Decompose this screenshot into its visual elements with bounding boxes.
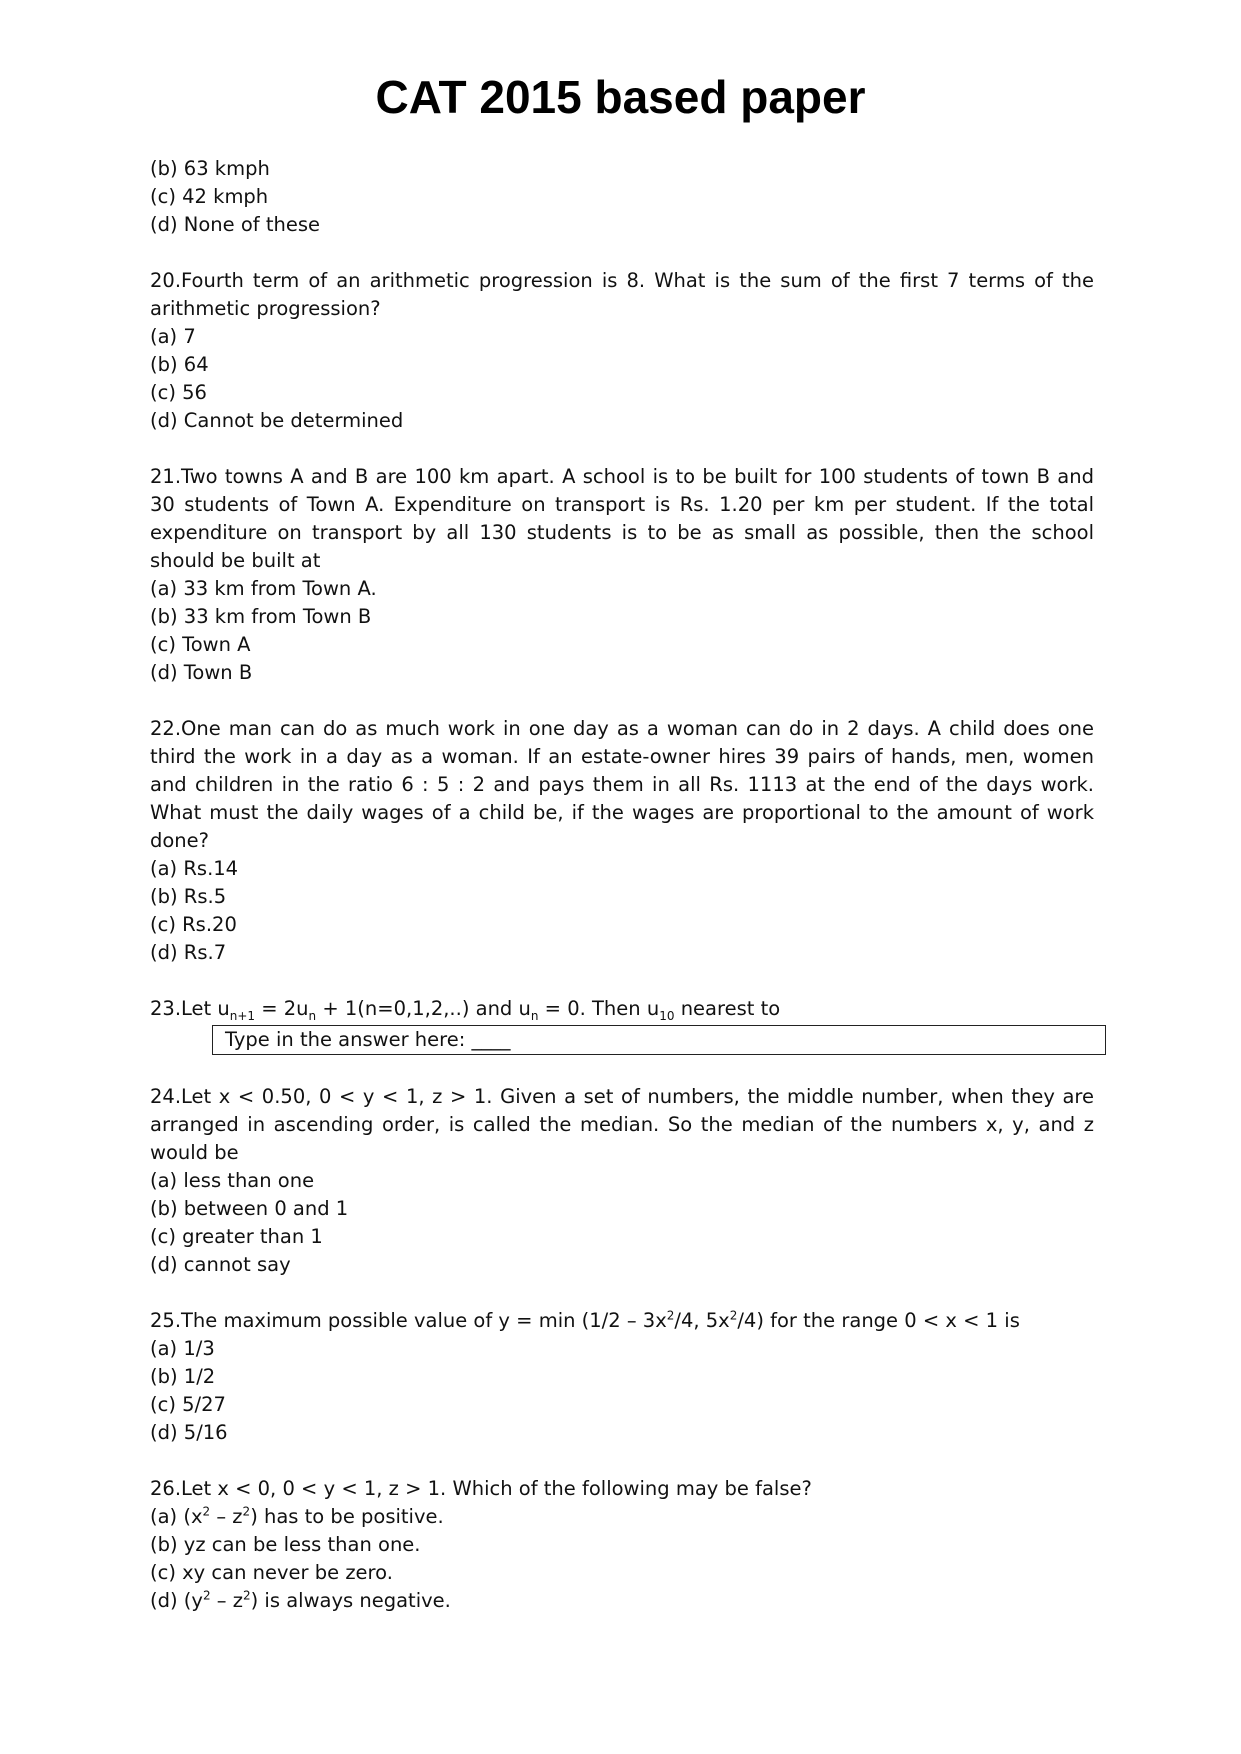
option-a: (a) less than one <box>150 1169 315 1192</box>
subscript: 10 <box>659 1008 675 1023</box>
option-b: (b) 64 <box>150 353 209 376</box>
question-text: 26.Let x < 0, 0 < y < 1, z > 1. Which of the following may be false? <box>150 1477 812 1500</box>
option-b: (b) 33 km from Town B <box>150 605 372 628</box>
option-b: (b) 63 kmph <box>150 157 270 180</box>
question-text <box>150 1307 1094 1335</box>
question-23 <box>150 995 1094 1055</box>
option-d: (d) Town B <box>150 661 253 684</box>
text-segment: = 0. Then u <box>538 997 660 1020</box>
text-segment: (d) (y <box>150 1589 203 1612</box>
option-c: (c) greater than 1 <box>150 1225 323 1248</box>
subscript: n+1 <box>229 1008 256 1023</box>
text-segment: 25.The maximum possible value of y = min (1/2 – 3x <box>150 1309 667 1332</box>
text-segment: – z <box>210 1505 243 1528</box>
carryover-options <box>150 155 1094 239</box>
superscript: 2 <box>242 1504 251 1519</box>
question-text: 24.Let x < 0.50, 0 < y < 1, z > 1. Given a set of numbers, the middle number, when they are arranged in ascending order, is called the median. So the median of the numbers x, y, and z would be <box>150 1085 1094 1164</box>
text-segment: + 1(n=0,1,2,..) and u <box>316 997 531 1020</box>
option-a: (a) 33 km from Town A. <box>150 577 377 600</box>
question-text: 21.Two towns A and B are 100 km apart. A school is to be built for 100 students of town B and 30 students of Town A. Expenditure on transport is Rs. 1.20 per km per student. If the total expenditure on transport by all 130 students is to be as small as possible, then the school should be built at <box>150 465 1094 572</box>
subscript: n <box>530 1008 539 1023</box>
question-content <box>150 155 1094 1643</box>
text-segment: /4, 5x <box>674 1309 730 1332</box>
option-d: (d) Rs.7 <box>150 941 227 964</box>
option-b: (b) Rs.5 <box>150 885 227 908</box>
question-text: 22.One man can do as much work in one day as a woman can do in 2 days. A child does one third the work in a day as a woman. If an estate-owner hires 39 pairs of hands, men, women and children in the ratio 6 : 5 : 2 and pays them in all Rs. 1113 at the end of the days work. What must the daily wages of a child be, if the wages are proportional to the amount of work done? <box>150 717 1094 852</box>
option-a: (a) 7 <box>150 325 196 348</box>
option-b: (b) 1/2 <box>150 1365 216 1388</box>
option-a: (a) Rs.14 <box>150 857 239 880</box>
answer-box: Type in the answer here: ____ <box>212 1025 1106 1055</box>
option-c: (c) 42 kmph <box>150 185 269 208</box>
question-26 <box>150 1475 1094 1615</box>
text-segment: nearest to <box>674 997 781 1020</box>
option-c: (c) Rs.20 <box>150 913 237 936</box>
option-c: (c) 5/27 <box>150 1393 226 1416</box>
question-text: 20.Fourth term of an arithmetic progression is 8. What is the sum of the first 7 terms of the arithmetic progression? <box>150 269 1094 320</box>
page-title: CAT 2015 based paper <box>375 71 866 123</box>
text-segment: 23.Let u <box>150 997 230 1020</box>
text-segment: ) is always negative. <box>250 1589 451 1612</box>
option-a: (a) 1/3 <box>150 1337 215 1360</box>
option-c: (c) xy can never be zero. <box>150 1561 393 1584</box>
question-22 <box>150 715 1094 967</box>
question-24 <box>150 1083 1094 1279</box>
superscript: 2 <box>202 1588 211 1603</box>
option-d: (d) None of these <box>150 213 321 236</box>
option-d: (d) Cannot be determined <box>150 409 404 432</box>
option-d <box>150 1587 1094 1615</box>
question-21 <box>150 463 1094 687</box>
option-d: (d) cannot say <box>150 1253 291 1276</box>
text-segment: (a) (x <box>150 1505 203 1528</box>
option-c: (c) 56 <box>150 381 207 404</box>
option-a <box>150 1503 1094 1531</box>
option-b: (b) yz can be less than one. <box>150 1533 421 1556</box>
superscript: 2 <box>729 1308 738 1323</box>
option-c: (c) Town A <box>150 633 251 656</box>
text-segment: = 2u <box>255 997 309 1020</box>
superscript: 2 <box>202 1504 211 1519</box>
question-text <box>150 995 1094 1023</box>
subscript: n <box>308 1008 317 1023</box>
question-20 <box>150 267 1094 435</box>
superscript: 2 <box>666 1308 675 1323</box>
text-segment: – z <box>210 1589 243 1612</box>
text-segment: ) has to be positive. <box>250 1505 444 1528</box>
text-segment: /4) for the range 0 < x < 1 is <box>737 1309 1020 1332</box>
option-d: (d) 5/16 <box>150 1421 228 1444</box>
superscript: 2 <box>242 1588 251 1603</box>
option-b: (b) between 0 and 1 <box>150 1197 349 1220</box>
question-25 <box>150 1307 1094 1447</box>
